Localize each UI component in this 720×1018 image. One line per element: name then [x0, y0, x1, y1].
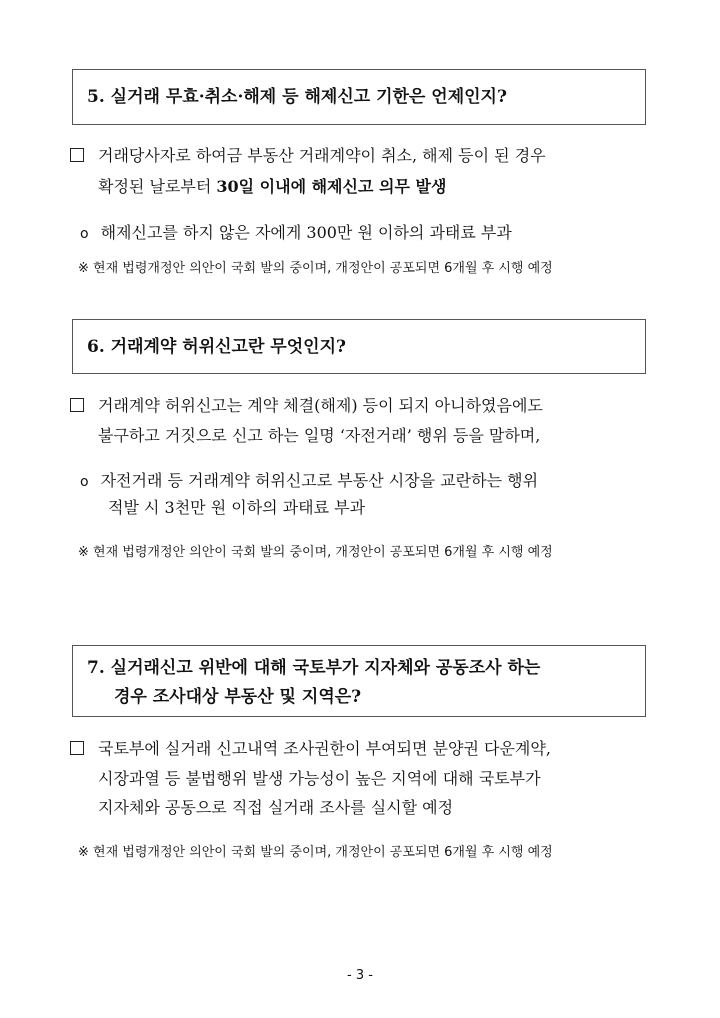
- question-5-box: [72, 69, 646, 125]
- circle-bullet-icon: o: [80, 226, 89, 242]
- question-5-title: 5. 실거래 무효·취소·해제 등 해제신고 기한은 언제인지?: [87, 87, 507, 107]
- q6-item-1-line-2: 불구하고 거짓으로 신고 하는 일명 ‘자전거래’ 행위 등을 말하며,: [98, 426, 541, 445]
- q6-sub-item-1-line-1: o 자전거래 등 거래계약 허위신고로 부동산 시장을 교란하는 행위: [80, 468, 538, 495]
- q7-item-1-line-2: 시장과열 등 불법행위 발생 가능성이 높은 지역에 대해 국토부가: [98, 769, 541, 788]
- question-7-title-line-1: 7. 실거래신고 위반에 대해 국토부가 지자체와 공동조사 하는: [87, 658, 541, 678]
- q6-note: ※ 현재 법령개정안 의안이 국회 발의 중이며, 개정안이 공포되면 6개월 후 시행 예정: [78, 545, 553, 560]
- q5-sub-item-1: o 해제신고를 하지 않은 자에게 300만 원 이하의 과태료 부과: [80, 220, 512, 247]
- checkbox-bullet-icon: [70, 398, 84, 412]
- question-7-box: [72, 645, 646, 717]
- q7-item-1-line-1: 국토부에 실거래 신고내역 조사권한이 부여되면 분양권 다운계약,: [70, 736, 551, 762]
- checkbox-bullet-icon: [70, 741, 84, 755]
- circle-bullet-icon: o: [80, 474, 89, 490]
- question-6-title: 6. 거래계약 허위신고란 무엇인지?: [87, 337, 346, 357]
- q7-item-1-line-3: 지자체와 공동으로 직접 실거래 조사를 실시할 예정: [98, 798, 454, 817]
- q6-item-1-line-1: 거래계약 허위신고는 계약 체결(해제) 등이 되지 아니하였음에도: [70, 393, 543, 419]
- q5-note: ※ 현재 법령개정안 의안이 국회 발의 중이며, 개정안이 공포되면 6개월 후 시행 예정: [78, 261, 553, 276]
- q5-item-1-line-2: 확정된 날로부터 30일 이내에 해제신고 의무 발생: [98, 177, 447, 196]
- question-6-box: [72, 319, 646, 374]
- question-7-title-line-2: 경우 조사대상 부동산 및 지역은?: [114, 687, 362, 707]
- q5-item-1-line-1: 거래당사자로 하여금 부동산 거래계약이 취소, 해제 등이 된 경우: [70, 143, 546, 169]
- checkbox-bullet-icon: [70, 148, 84, 162]
- q7-note: ※ 현재 법령개정안 의안이 국회 발의 중이며, 개정안이 공포되면 6개월 후 시행 예정: [78, 845, 553, 860]
- q6-sub-item-1-line-2: 적발 시 3천만 원 이하의 과태료 부과: [108, 498, 366, 517]
- page-number: - 3 -: [347, 968, 373, 983]
